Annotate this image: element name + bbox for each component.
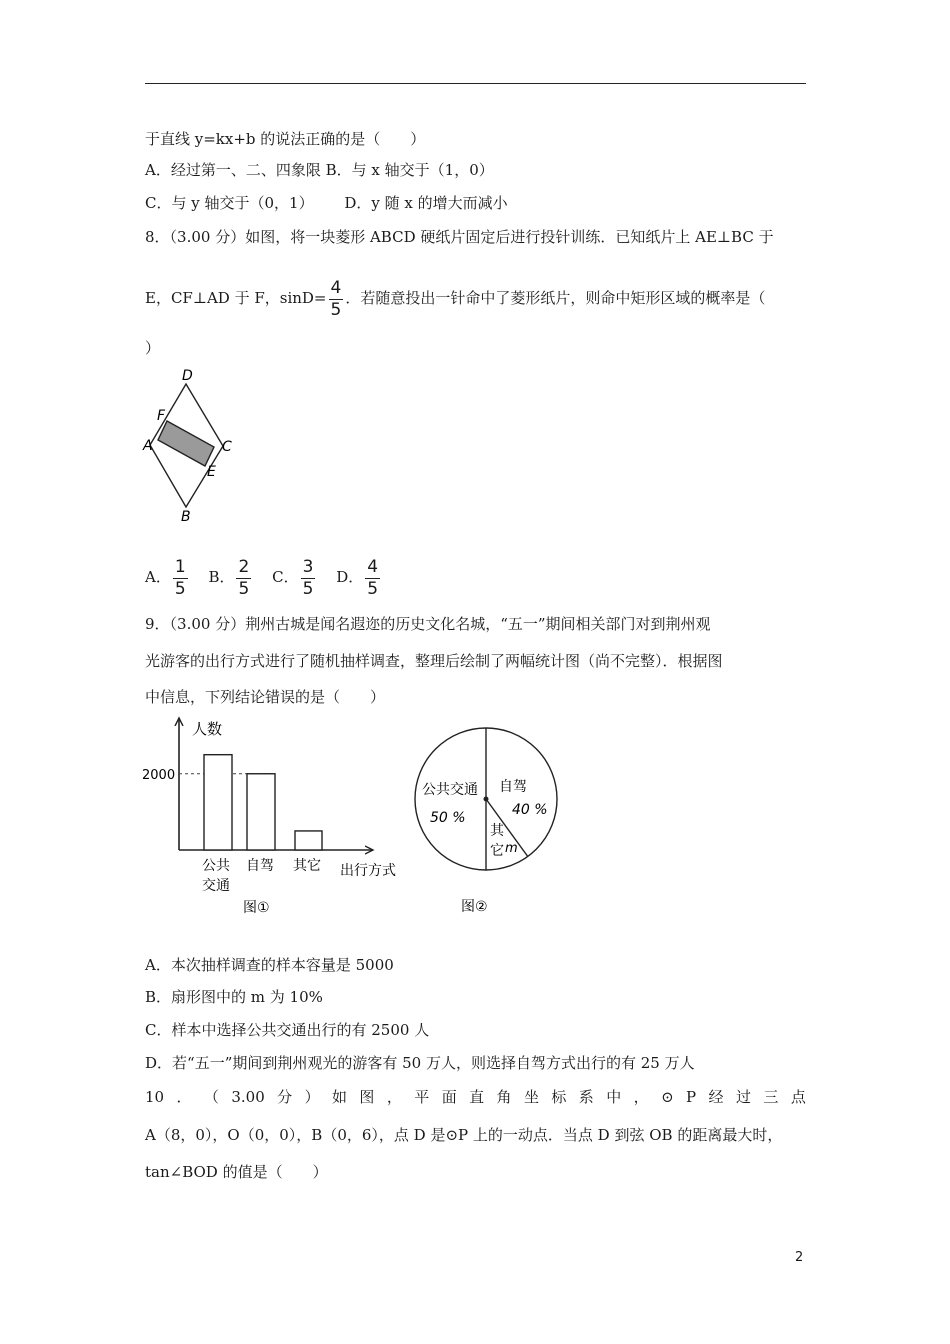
- label-c: C: [222, 439, 232, 455]
- pie-label-self: 自驾: [499, 779, 527, 795]
- q8-line2-a: E，CF⊥AD 于 F，sinD=: [145, 289, 327, 307]
- q8-option-d-num: 4: [367, 556, 379, 577]
- q7-stem: 于直线 y=kx+b 的说法正确的是（ ）: [145, 130, 426, 148]
- sin-denominator: 5: [330, 299, 342, 320]
- label-a: A: [143, 438, 153, 454]
- q8-option-d-den: 5: [367, 578, 379, 599]
- rhombus-figure: [140, 364, 250, 526]
- q9-line2: 光游客的出行方式进行了随机抽样调查，整理后绘制了两幅统计图（尚不完整）．根据图: [145, 652, 723, 670]
- q10-token: ）: [304, 1088, 320, 1106]
- q10-token: 如: [332, 1088, 348, 1106]
- q10-token: 10: [145, 1088, 165, 1106]
- q10-line2: A（8，0），O（0，0），B（0，6），点 D 是⊙P 上的一动点．当点 D 到弦 OB 的距离最大时，: [145, 1126, 783, 1144]
- q9-option-b[interactable]: B．扇形图中的 m 为 10%: [145, 988, 323, 1006]
- label-d: D: [182, 368, 193, 384]
- q10-token: 分: [277, 1088, 293, 1106]
- bar-public-transport: [204, 755, 232, 850]
- q8-option-a-label: A．: [145, 568, 171, 586]
- q8-option-b-fraction: [236, 556, 251, 599]
- q8-option-c-fraction: [301, 556, 316, 599]
- q10-token: 图: [359, 1088, 375, 1106]
- q8-options: [145, 555, 396, 599]
- pie-pct-self: 40 %: [512, 802, 548, 818]
- q8-option-c-num: 3: [302, 556, 314, 577]
- q7-option-b[interactable]: B．与 x 轴交于（1，0）: [325, 161, 494, 179]
- pie-label-other-1: 其: [490, 823, 504, 839]
- q8-option-a[interactable]: [145, 555, 190, 599]
- q10-token: 角: [496, 1088, 512, 1106]
- q8-option-d-fraction: [365, 556, 380, 599]
- page-number: 2: [795, 1250, 804, 1265]
- q8-option-b[interactable]: [208, 555, 253, 599]
- y-tick-2000: 2000: [142, 767, 176, 783]
- q10-token: P: [686, 1088, 697, 1106]
- q9-line3: 中信息，下列结论错误的是（ ）: [145, 688, 386, 706]
- q7-options-cd: [145, 192, 508, 214]
- q7-option-c[interactable]: C．与 y 轴交于（0，1）: [145, 194, 314, 212]
- cat-self-drive: 自驾: [246, 858, 274, 874]
- q9-option-a[interactable]: A．本次抽样调查的样本容量是 5000: [145, 956, 394, 974]
- sin-fraction: [329, 277, 344, 320]
- q10-token: 三: [763, 1088, 779, 1106]
- figure-2-caption: 图②: [461, 899, 488, 915]
- q10-token: 直: [469, 1088, 485, 1106]
- q10-token: ，: [633, 1088, 649, 1106]
- q8-line2: [145, 278, 765, 319]
- q10-token: ，: [386, 1088, 402, 1106]
- q10-token: ⊙: [661, 1088, 674, 1106]
- q9-option-c[interactable]: C．样本中选择公共交通出行的有 2500 人: [145, 1021, 430, 1039]
- q7-options-ab: [145, 159, 494, 181]
- pie-chart: [410, 712, 570, 922]
- q8-line2-b: ．若随意投出一针命中了菱形纸片，则命中矩形区域的概率是（: [345, 289, 766, 307]
- q10-token: ．: [176, 1088, 192, 1106]
- q10-token: 面: [441, 1088, 457, 1106]
- q10-line3: tan∠BOD 的值是（ ）: [145, 1163, 328, 1181]
- bar-other: [295, 831, 322, 850]
- q8-option-b-label: B．: [208, 568, 235, 586]
- q10-token: 过: [735, 1088, 751, 1106]
- q10-token: （: [203, 1088, 219, 1106]
- rectangle-afce: [158, 421, 214, 466]
- q10-token: 标: [551, 1088, 567, 1106]
- q8-option-c-label: C．: [272, 568, 299, 586]
- q8-line3: ）: [145, 339, 161, 357]
- label-b: B: [181, 509, 191, 525]
- q8-option-a-fraction: [173, 556, 188, 599]
- q8-option-d-label: D．: [336, 568, 364, 586]
- cat-public-line1: 公共: [202, 858, 230, 874]
- q8-line1: 8．（3.00 分）如图，将一块菱形 ABCD 硬纸片固定后进行投针训练．已知纸片上 AE⊥BC 于: [145, 228, 774, 246]
- q8-option-b-num: 2: [238, 556, 250, 577]
- label-f: F: [157, 408, 166, 424]
- q7-option-d[interactable]: D．y 随 x 的增大而减小: [344, 194, 508, 212]
- sin-numerator: 4: [330, 277, 342, 298]
- q10-line1: [145, 1086, 806, 1108]
- x-axis-label: 出行方式: [340, 863, 396, 879]
- figure-1-caption: 图①: [243, 900, 270, 916]
- pie-label-public: 公共交通: [422, 782, 478, 798]
- q10-token: 中: [606, 1088, 622, 1106]
- q8-option-d[interactable]: [336, 555, 382, 599]
- header-rule: [145, 83, 806, 84]
- label-e: E: [207, 464, 216, 480]
- q7-option-a[interactable]: A．经过第一、二、四象限: [145, 161, 321, 179]
- q10-token: 坐: [523, 1088, 539, 1106]
- bar-self-drive: [247, 774, 275, 850]
- q10-token: 点: [790, 1088, 806, 1106]
- q10-token: 3.00: [231, 1088, 265, 1106]
- q8-option-a-num: 1: [174, 556, 186, 577]
- q10-token: 系: [578, 1088, 594, 1106]
- pie-pct-public: 50 %: [430, 810, 466, 826]
- bar-chart: [140, 712, 420, 922]
- y-axis-label: 人数: [192, 720, 223, 738]
- q10-token: 平: [414, 1088, 430, 1106]
- q9-line1: 9．（3.00 分）荆州古城是闻名遐迩的历史文化名城，“五一”期间相关部门对到荆州观: [145, 615, 711, 633]
- cat-other: 其它: [293, 858, 321, 874]
- q8-option-b-den: 5: [238, 578, 250, 599]
- q8-option-c-den: 5: [302, 578, 314, 599]
- cat-public-line2: 交通: [202, 878, 230, 894]
- q10-token: 经: [708, 1088, 724, 1106]
- pie-center: [484, 797, 489, 802]
- q8-option-c[interactable]: [272, 555, 317, 599]
- pie-label-other-2: 它: [490, 843, 504, 859]
- pie-label-m: m: [505, 841, 518, 856]
- q8-option-a-den: 5: [174, 578, 186, 599]
- q9-option-d[interactable]: D．若“五一”期间到荆州观光的游客有 50 万人，则选择自驾方式出行的有 25 万人: [145, 1054, 695, 1072]
